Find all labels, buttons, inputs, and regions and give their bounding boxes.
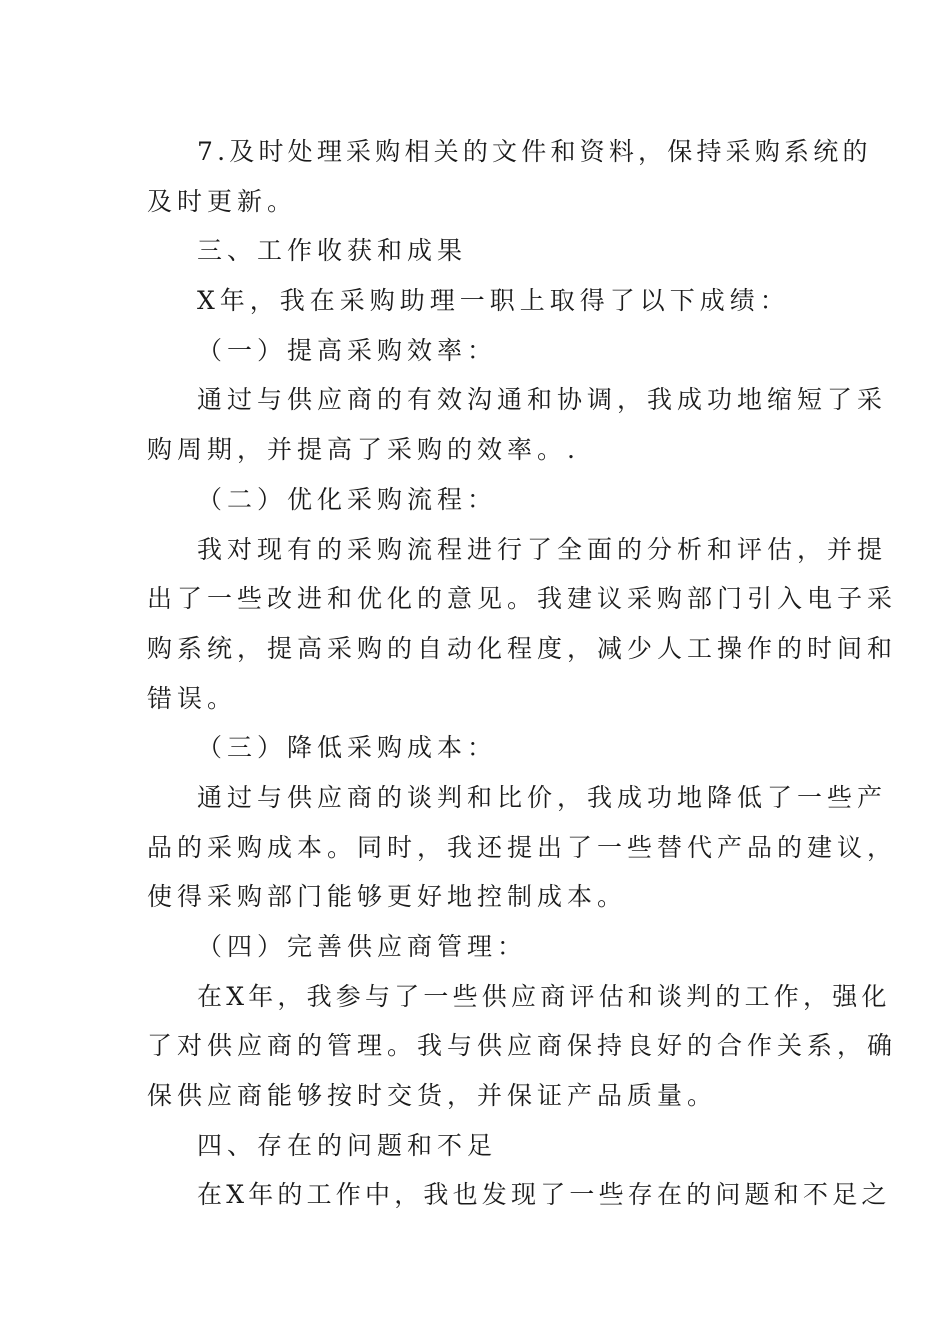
- text-line: [0, 1026, 950, 1066]
- line-text: （一）提高采购效率：: [197, 336, 498, 365]
- text-line: [0, 579, 950, 619]
- subsection-heading: [0, 331, 950, 371]
- line-text: 了对供应商的管理。我与供应商保持良好的合作关系，确: [147, 1031, 898, 1060]
- subsection-heading: [0, 927, 950, 967]
- subsection-heading: [0, 728, 950, 768]
- line-text: （二）优化采购流程：: [197, 485, 498, 514]
- line-text: 使得采购部门能够更好地控制成本。: [147, 882, 628, 911]
- text-line: [0, 430, 950, 470]
- text-line: [0, 182, 950, 222]
- line-text: 购系统，提高采购的自动化程度，减少人工操作的时间和: [147, 634, 898, 663]
- line-text: 购周期，并提高了采购的效率。.: [147, 435, 580, 464]
- line-text: 出了一些改进和优化的意见。我建议采购部门引入电子采: [147, 584, 898, 613]
- line-text: 四、存在的问题和不足: [197, 1131, 498, 1160]
- text-line: [0, 877, 950, 917]
- section-heading: [0, 231, 950, 271]
- line-text: 三、工作收获和成果: [197, 236, 468, 265]
- line-text: X年，我在采购助理一职上取得了以下成绩：: [197, 286, 790, 315]
- text-line: [0, 828, 950, 868]
- line-text: 通过与供应商的谈判和比价，我成功地降低了一些产: [197, 783, 888, 812]
- line-text: （三）降低采购成本：: [197, 733, 498, 762]
- text-line: [0, 530, 950, 570]
- text-line: [0, 629, 950, 669]
- text-line: [0, 132, 950, 172]
- line-text: 我对现有的采购流程进行了全面的分析和评估，并提: [197, 535, 888, 564]
- line-text: 品的采购成本。同时，我还提出了一些替代产品的建议，: [147, 833, 898, 862]
- line-text: 错误。: [147, 684, 238, 713]
- text-line: [0, 679, 950, 719]
- line-text: 7.及时处理采购相关的文件和资料，保持采购系统的: [197, 137, 872, 166]
- line-text: 通过与供应商的有效沟通和协调，我成功地缩短了采: [197, 385, 888, 414]
- line-text: 及时更新。: [147, 187, 298, 216]
- line-text: 在X年的工作中，我也发现了一些存在的问题和不足之: [197, 1180, 891, 1209]
- text-line: [0, 1175, 950, 1215]
- text-line: [0, 380, 950, 420]
- line-text: 保供应商能够按时交货，并保证产品质量。: [147, 1081, 718, 1110]
- line-text: （四）完善供应商管理：: [197, 932, 528, 961]
- subsection-heading: [0, 480, 950, 520]
- text-line: [0, 281, 950, 321]
- text-line: [0, 1076, 950, 1116]
- text-line: [0, 977, 950, 1017]
- line-text: 在X年，我参与了一些供应商评估和谈判的工作，强化: [197, 982, 891, 1011]
- text-line: [0, 778, 950, 818]
- section-heading: [0, 1126, 950, 1166]
